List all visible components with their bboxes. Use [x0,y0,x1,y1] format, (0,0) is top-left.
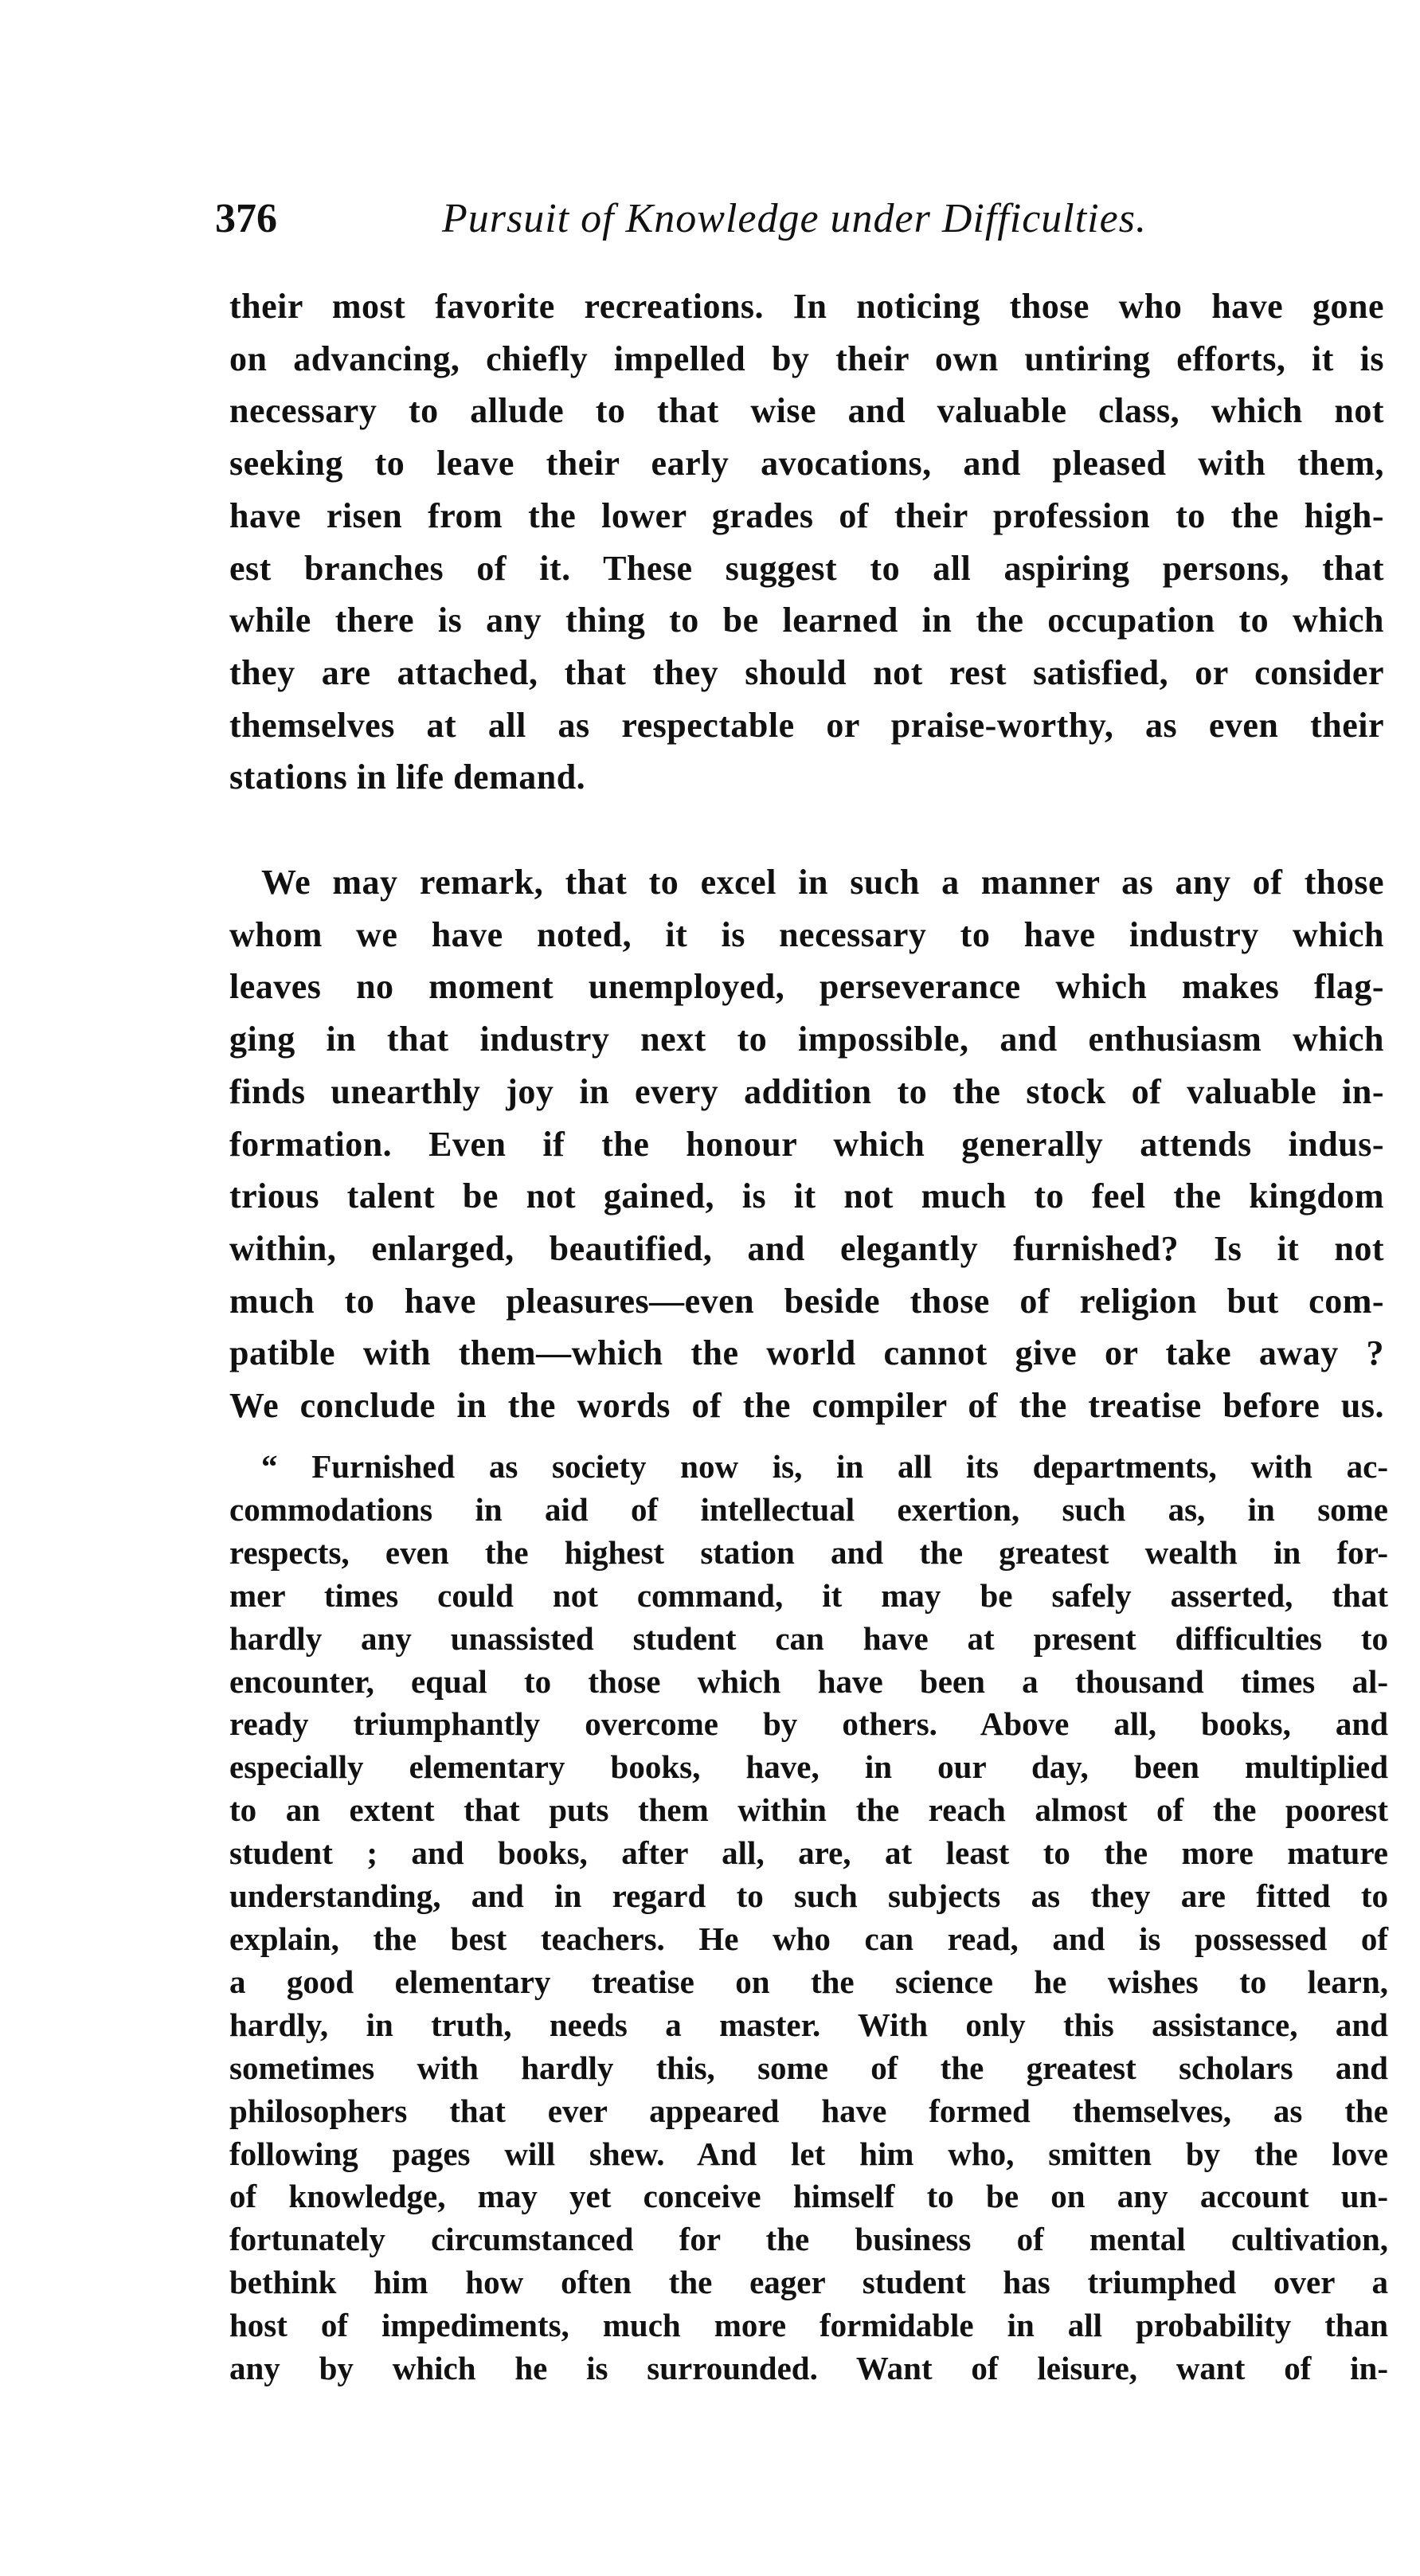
block-quote [229,1446,1388,2390]
text-line: have risen from the lower grades of their profession to the high- [229,495,1384,535]
text-line: ging in that industry next to impossible, and enthusiasm which [229,1020,1384,1059]
text-line: necessary to allude to that wise and valuable class, which not [229,391,1384,431]
quote-line: host of impediments, much more formidable in all probability than [229,2307,1388,2344]
text-line: they are attached, that they should not rest satisfied, or consider [229,652,1384,692]
text-line: formation. Even if the honour which generally attends indus- [229,1124,1384,1164]
quote-line: any by which he is surrounded. Want of leisure, want of in- [229,2350,1388,2387]
text-line: whom we have noted, it is necessary to have industry which [229,914,1384,954]
quote-line: hardly any unassisted student can have at present difficulties to [229,1619,1388,1657]
quote-line: mer times could not command, it may be safely asserted, that [229,1576,1388,1614]
text-line: leaves no moment unemployed, perseverance which makes flag- [229,967,1384,1007]
quote-line: ready triumphantly overcome by others. Above all, books, and [229,1705,1388,1743]
quote-line: hardly, in truth, needs a master. With only this assistance, and [229,2006,1388,2043]
quote-line: understanding, and in regard to such subjects as they are fitted to [229,1877,1388,1915]
quote-line: “ Furnished as society now is, in all its departments, with ac- [261,1448,1388,1485]
quote-line: bethink him how often the eager student has triumphed over a [229,2264,1388,2301]
quote-line: to an extent that puts them within the reach almost of the poorest [229,1791,1388,1829]
page-number: 376 [215,196,277,241]
quote-line: explain, the best teachers. He who can read, and is possessed of [229,1920,1388,1957]
quote-line: especially elementary books, have, in our day, been multiplied [229,1748,1388,1786]
text-line: their most favorite recreations. In noticing those who have gone [229,287,1384,326]
running-title: Pursuit of Knowledge under Difficulties. [442,196,1147,241]
quote-line: philosophers that ever appeared have formed themselves, as the [229,2092,1388,2129]
text-line: patible with them—which the world cannot give or take away ? [229,1333,1384,1373]
quote-line: student ; and books, after all, are, at least to the more mature [229,1834,1388,1872]
paragraph-2 [229,856,1384,1432]
quote-line: fortunately circumstanced for the business of mental cultivation, [229,2221,1388,2258]
page-header [215,195,1386,251]
quote-line: following pages will shew. And let him who, smitten by the love [229,2135,1388,2172]
text-line: finds unearthly joy in every addition to the stock of valuable in- [229,1071,1384,1111]
text-line: seeking to leave their early avocations, and pleased with them, [229,444,1384,483]
quote-line: of knowledge, may yet conceive himself to be on any account un- [229,2178,1388,2215]
quote-line: sometimes with hardly this, some of the greatest scholars and [229,2049,1388,2086]
text-line: est branches of it. These suggest to all aspiring persons, that [229,548,1384,588]
quote-line: a good elementary treatise on the science he wishes to learn, [229,1963,1388,2000]
text-line: themselves at all as respectable or praise-worthy, as even their [229,705,1384,745]
text-line: within, enlarged, beautified, and elegantly furnished? Is it not [229,1228,1384,1268]
text-line: while there is any thing to be learned in the occupation to which [229,601,1384,640]
text-line: We may remark, that to excel in such a manner as any of those [261,863,1384,902]
text-line: stations in life demand. [229,758,586,797]
text-line: on advancing, chiefly impelled by their own untiring efforts, it is [229,339,1384,378]
quote-line: commodations in aid of intellectual exertion, such as, in some [229,1490,1388,1528]
text-line: We conclude in the words of the compiler of the treatise before us. [229,1386,1384,1426]
text-line: trious talent be not gained, is it not much to feel the kingdom [229,1176,1384,1216]
paragraph-1 [229,280,1384,804]
quote-line: respects, even the highest station and the greatest wealth in for- [229,1533,1388,1571]
text-line: much to have pleasures—even beside those of religion but com- [229,1281,1384,1321]
quote-line: encounter, equal to those which have been a thousand times al- [229,1662,1388,1700]
